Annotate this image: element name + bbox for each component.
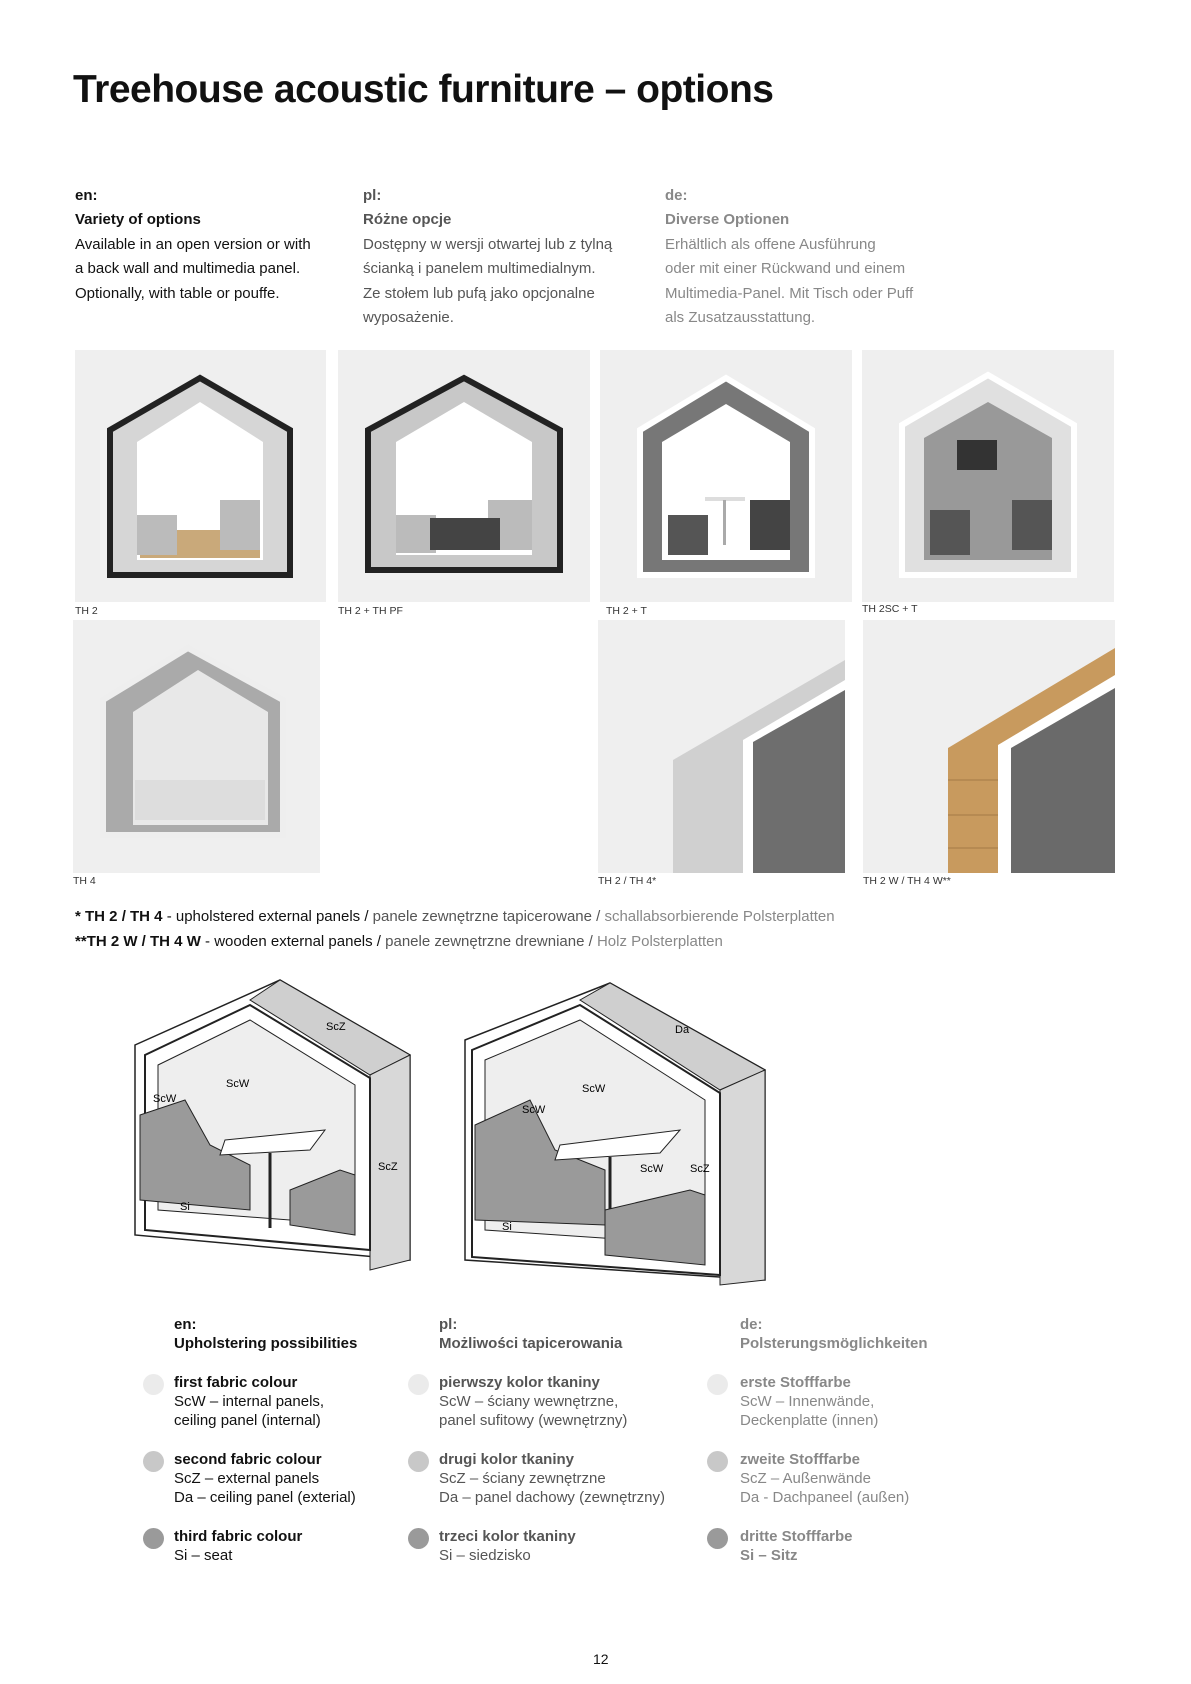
legend-l1: ScZ – ściany zewnętrzne [439,1470,606,1487]
legend-item [174,1450,356,1507]
fabric-colour-swatch [143,1374,164,1395]
label-da: Da [675,1024,690,1036]
intro-pl [363,184,643,330]
photo-th2-t [600,350,852,602]
fabric-colour-swatch [143,1451,164,1472]
photo-upholstered-panel [598,620,845,873]
legend-item [740,1450,909,1507]
intro-line: Optionally, with table or pouffe. [75,284,280,302]
legend-item [439,1373,627,1430]
intro-line: ścianką i panelem multimedialnym. [363,260,596,278]
lang-label: pl: [363,187,382,204]
legend-l2: ceiling panel (internal) [174,1412,321,1429]
legend-heading: Upholstering possibilities [174,1335,358,1352]
legend-l2: Da - Dachpaneel (außen) [740,1489,910,1506]
photo-th2sc-t [862,350,1114,602]
legend-l1: ScZ – external panels [174,1470,320,1487]
lang-label: pl: [439,1316,458,1333]
photo-caption: TH 2 + T [606,605,647,617]
legend-item [439,1450,665,1507]
legend-title: drugi kolor tkaniny [439,1451,575,1468]
footnote-de: Holz Polsterplatten [596,933,723,950]
diagram-th4 [460,975,770,1295]
label-scw: ScW [522,1104,546,1116]
photo-th2 [75,350,326,602]
intro-line: Erhältlich als offene Ausführung [665,235,876,253]
intro-line: als Zusatzausstattung. [665,309,816,327]
footnote-models: TH 2 W / TH 4 W [86,933,201,950]
legend-item [174,1373,324,1430]
label-scw: ScW [582,1083,606,1095]
intro-line: Multimedia-Panel. Mit Tisch oder Puff [665,284,914,302]
intro-line: a back wall and multimedia panel. [75,260,301,278]
legend-item [740,1527,853,1565]
legend-l2: Da – ceiling panel (exterial) [174,1489,356,1506]
page-title: Treehouse acoustic furniture – options [73,68,774,111]
legend-title: zweite Stofffarbe [740,1451,861,1468]
fabric-colour-swatch [707,1451,728,1472]
intro-heading: Variety of options [75,211,201,229]
legend-title: third fabric colour [174,1528,303,1545]
legend-l2: panel sufitowy (wewnętrzny) [439,1412,628,1429]
legend-title: second fabric colour [174,1451,322,1468]
photo-th4 [73,620,320,873]
label-scz: ScZ [378,1161,398,1173]
legend-l2: Deckenplatte (innen) [740,1412,879,1429]
photo-caption: TH 2 [75,605,98,617]
label-scz: ScZ [326,1021,346,1033]
diagram-th2 [130,970,415,1280]
fabric-colour-swatch [408,1374,429,1395]
intro-de [665,184,945,330]
footnote-models: TH 2 / TH 4 [85,908,163,925]
legend-l1: Si – Sitz [740,1547,798,1564]
intro-heading: Diverse Optionen [665,211,790,229]
photo-caption: TH 2 / TH 4* [598,875,657,887]
footnote-wooden [75,933,723,950]
legend-l1: ScW – ściany wewnętrzne, [439,1393,619,1410]
intro-en [75,184,355,306]
legend-title: first fabric colour [174,1374,298,1391]
fabric-colour-swatch [408,1451,429,1472]
label-scw: ScW [640,1163,664,1175]
legend-title: trzeci kolor tkaniny [439,1528,576,1545]
footnote-mark: * [75,908,86,925]
fabric-colour-swatch [707,1374,728,1395]
intro-line: Ze stołem lub pufą jako opcjonalne [363,284,595,302]
legend-title: pierwszy kolor tkaniny [439,1374,600,1391]
page-number: 12 [593,1651,609,1667]
legend-title: dritte Stofffarbe [740,1528,853,1545]
intro-line: Available in an open version or with [75,235,311,253]
intro-heading: Różne opcje [363,211,452,229]
photo-th2-thpf [338,350,590,602]
legend-l1: ScZ – Außenwände [740,1470,871,1487]
lang-label: en: [174,1316,197,1333]
photo-caption: TH 2 + TH PF [338,605,403,617]
legend-item [174,1527,302,1565]
fabric-colour-swatch [408,1528,429,1549]
photo-caption: TH 2 W / TH 4 W** [863,875,951,887]
legend-item [740,1373,878,1430]
photo-caption: TH 4 [73,875,96,887]
footnote-upholstered [75,908,835,925]
lang-label: de: [740,1316,763,1333]
intro-line: Dostępny w wersji otwartej lub z tylną [363,235,613,253]
lang-label: en: [75,187,98,204]
intro-line: oder mit einer Rückwand und einem [665,260,906,278]
legend-item [439,1527,576,1565]
legend-en [174,1315,357,1353]
footnote-en: - wooden external panels / [200,933,386,950]
label-scw: ScW [153,1093,177,1105]
fabric-colour-swatch [143,1528,164,1549]
photo-wooden-panel [863,620,1115,873]
legend-de [740,1315,928,1353]
label-scz: ScZ [690,1163,710,1175]
label-scw: ScW [226,1078,250,1090]
legend-l1: Si – seat [174,1547,233,1564]
photo-caption: TH 2SC + T [862,603,918,615]
label-si: Si [502,1221,512,1233]
footnote-pl: panele zewnętrzne tapicerowane / [372,908,605,925]
intro-line: wyposażenie. [363,309,454,327]
legend-l1: ScW – internal panels, [174,1393,325,1410]
footnote-mark: ** [75,933,87,950]
footnote-en: - upholstered external panels / [162,908,373,925]
footnote-de: schallabsorbierende Polsterplatten [604,908,835,925]
legend-l1: Si – siedzisko [439,1547,531,1564]
legend-l1: ScW – Innenwände, [740,1393,875,1410]
label-si: Si [180,1201,190,1213]
footnote-pl: panele zewnętrzne drewniane / [385,933,597,950]
legend-heading: Polsterungsmöglichkeiten [740,1335,928,1352]
legend-pl [439,1315,622,1353]
legend-l2: Da – panel dachowy (zewnętrzny) [439,1489,665,1506]
lang-label: de: [665,187,688,204]
legend-title: erste Stofffarbe [740,1374,851,1391]
fabric-colour-swatch [707,1528,728,1549]
legend-heading: Możliwości tapicerowania [439,1335,623,1352]
